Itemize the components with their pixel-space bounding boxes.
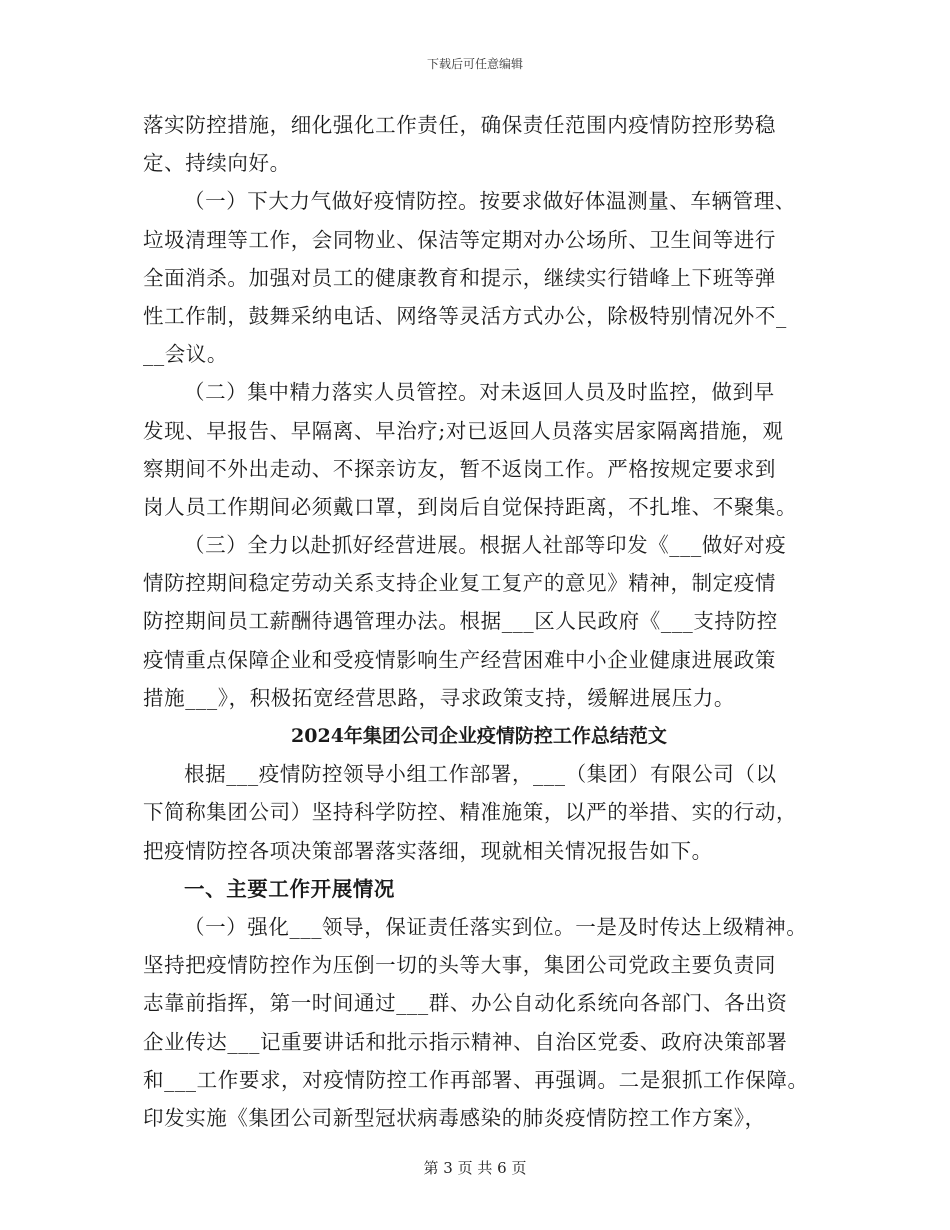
body-line: （二）集中精力落实人员管控。对未返回人员及时监控，做到早 <box>184 380 775 405</box>
body-line: （三）全力以赴抓好经营进展。根据人社部等印发《___做好对疫 <box>184 533 787 558</box>
body-line: 下简称集团公司）坚持科学防控、精准施策，以严的举措、实的行动， <box>143 800 798 825</box>
body-line: 性工作制，鼓舞采纳电话、网络等灵活方式办公，除极特别情况外不_ <box>143 303 787 328</box>
body-line: 情防控期间稳定劳动关系支持企业复工复产的意见》精神，制定疫情 <box>143 571 776 596</box>
body-line: 措施___》，积极拓宽经营思路，寻求政策支持，缓解进展压力。 <box>143 685 735 710</box>
body-line: 把疫情防控各项决策部署落实落细，现就相关情况报告如下。 <box>143 838 713 863</box>
document-body <box>143 106 815 1137</box>
body-line: __会议。 <box>143 342 228 367</box>
header-note: 下载后可任意编辑 <box>426 57 523 71</box>
body-line: 落实防控措施，细化强化工作责任，确保责任范围内疫情防控形势稳 <box>143 113 776 137</box>
body-line: 岗人员工作期间必须戴口罩，到岗后自觉保持距离，不扎堆、不聚集。 <box>143 494 798 519</box>
section-title: 2024年集团公司企业疫情防控工作总结范文 <box>291 725 667 747</box>
body-line: 和___工作要求，对疫情防控工作再部署、再强调。二是狠抓工作保障。 <box>143 1067 809 1092</box>
body-line: 察期间不外出走动、不探亲访友，暂不返岗工作。严格按规定要求到 <box>143 456 776 481</box>
body-line: 志靠前指挥，第一时间通过___群、办公自动化系统向各部门、各出资 <box>143 991 788 1016</box>
body-line: 印发实施《集团公司新型冠状病毒感染的肺炎疫情防控工作方案》， <box>143 1105 766 1130</box>
body-line: 防控期间员工薪酬待遇管理办法。根据___区人民政府《___支持防控 <box>143 609 778 634</box>
body-line: （一）强化___领导，保证责任落实到位。一是及时传达上级精神。 <box>184 914 808 939</box>
page-number: 第 3 页 共 6 页 <box>423 1159 527 1177</box>
body-line: 全面消杀。加强对员工的健康教育和提示，继续实行错峰上下班等弹 <box>143 265 776 290</box>
section-heading: 一、主要工作开展情况 <box>184 876 395 901</box>
body-line: 垃圾清理等工作，会同物业、保洁等定期对办公场所、卫生间等进行 <box>143 227 776 252</box>
body-line: 根据___疫情防控领导小组工作部署，___（集团）有限公司（以 <box>184 762 777 787</box>
body-line: 坚持把疫情防控作为压倒一切的头等大事，集团公司党政主要负责同 <box>143 953 776 978</box>
body-line: 定、持续向好。 <box>143 151 291 176</box>
body-line: 疫情重点保障企业和受疫情影响生产经营困难中小企业健康进展政策 <box>143 647 776 672</box>
body-line: 发现、早报告、早隔离、早治疗;对已返回人员落实居家隔离措施，观 <box>143 418 784 443</box>
body-line: （一）下大力气做好疫情防控。按要求做好体温测量、车辆管理、 <box>184 189 796 214</box>
body-line: 企业传达___记重要讲话和批示指示精神、自治区党委、政府决策部署 <box>143 1029 788 1054</box>
